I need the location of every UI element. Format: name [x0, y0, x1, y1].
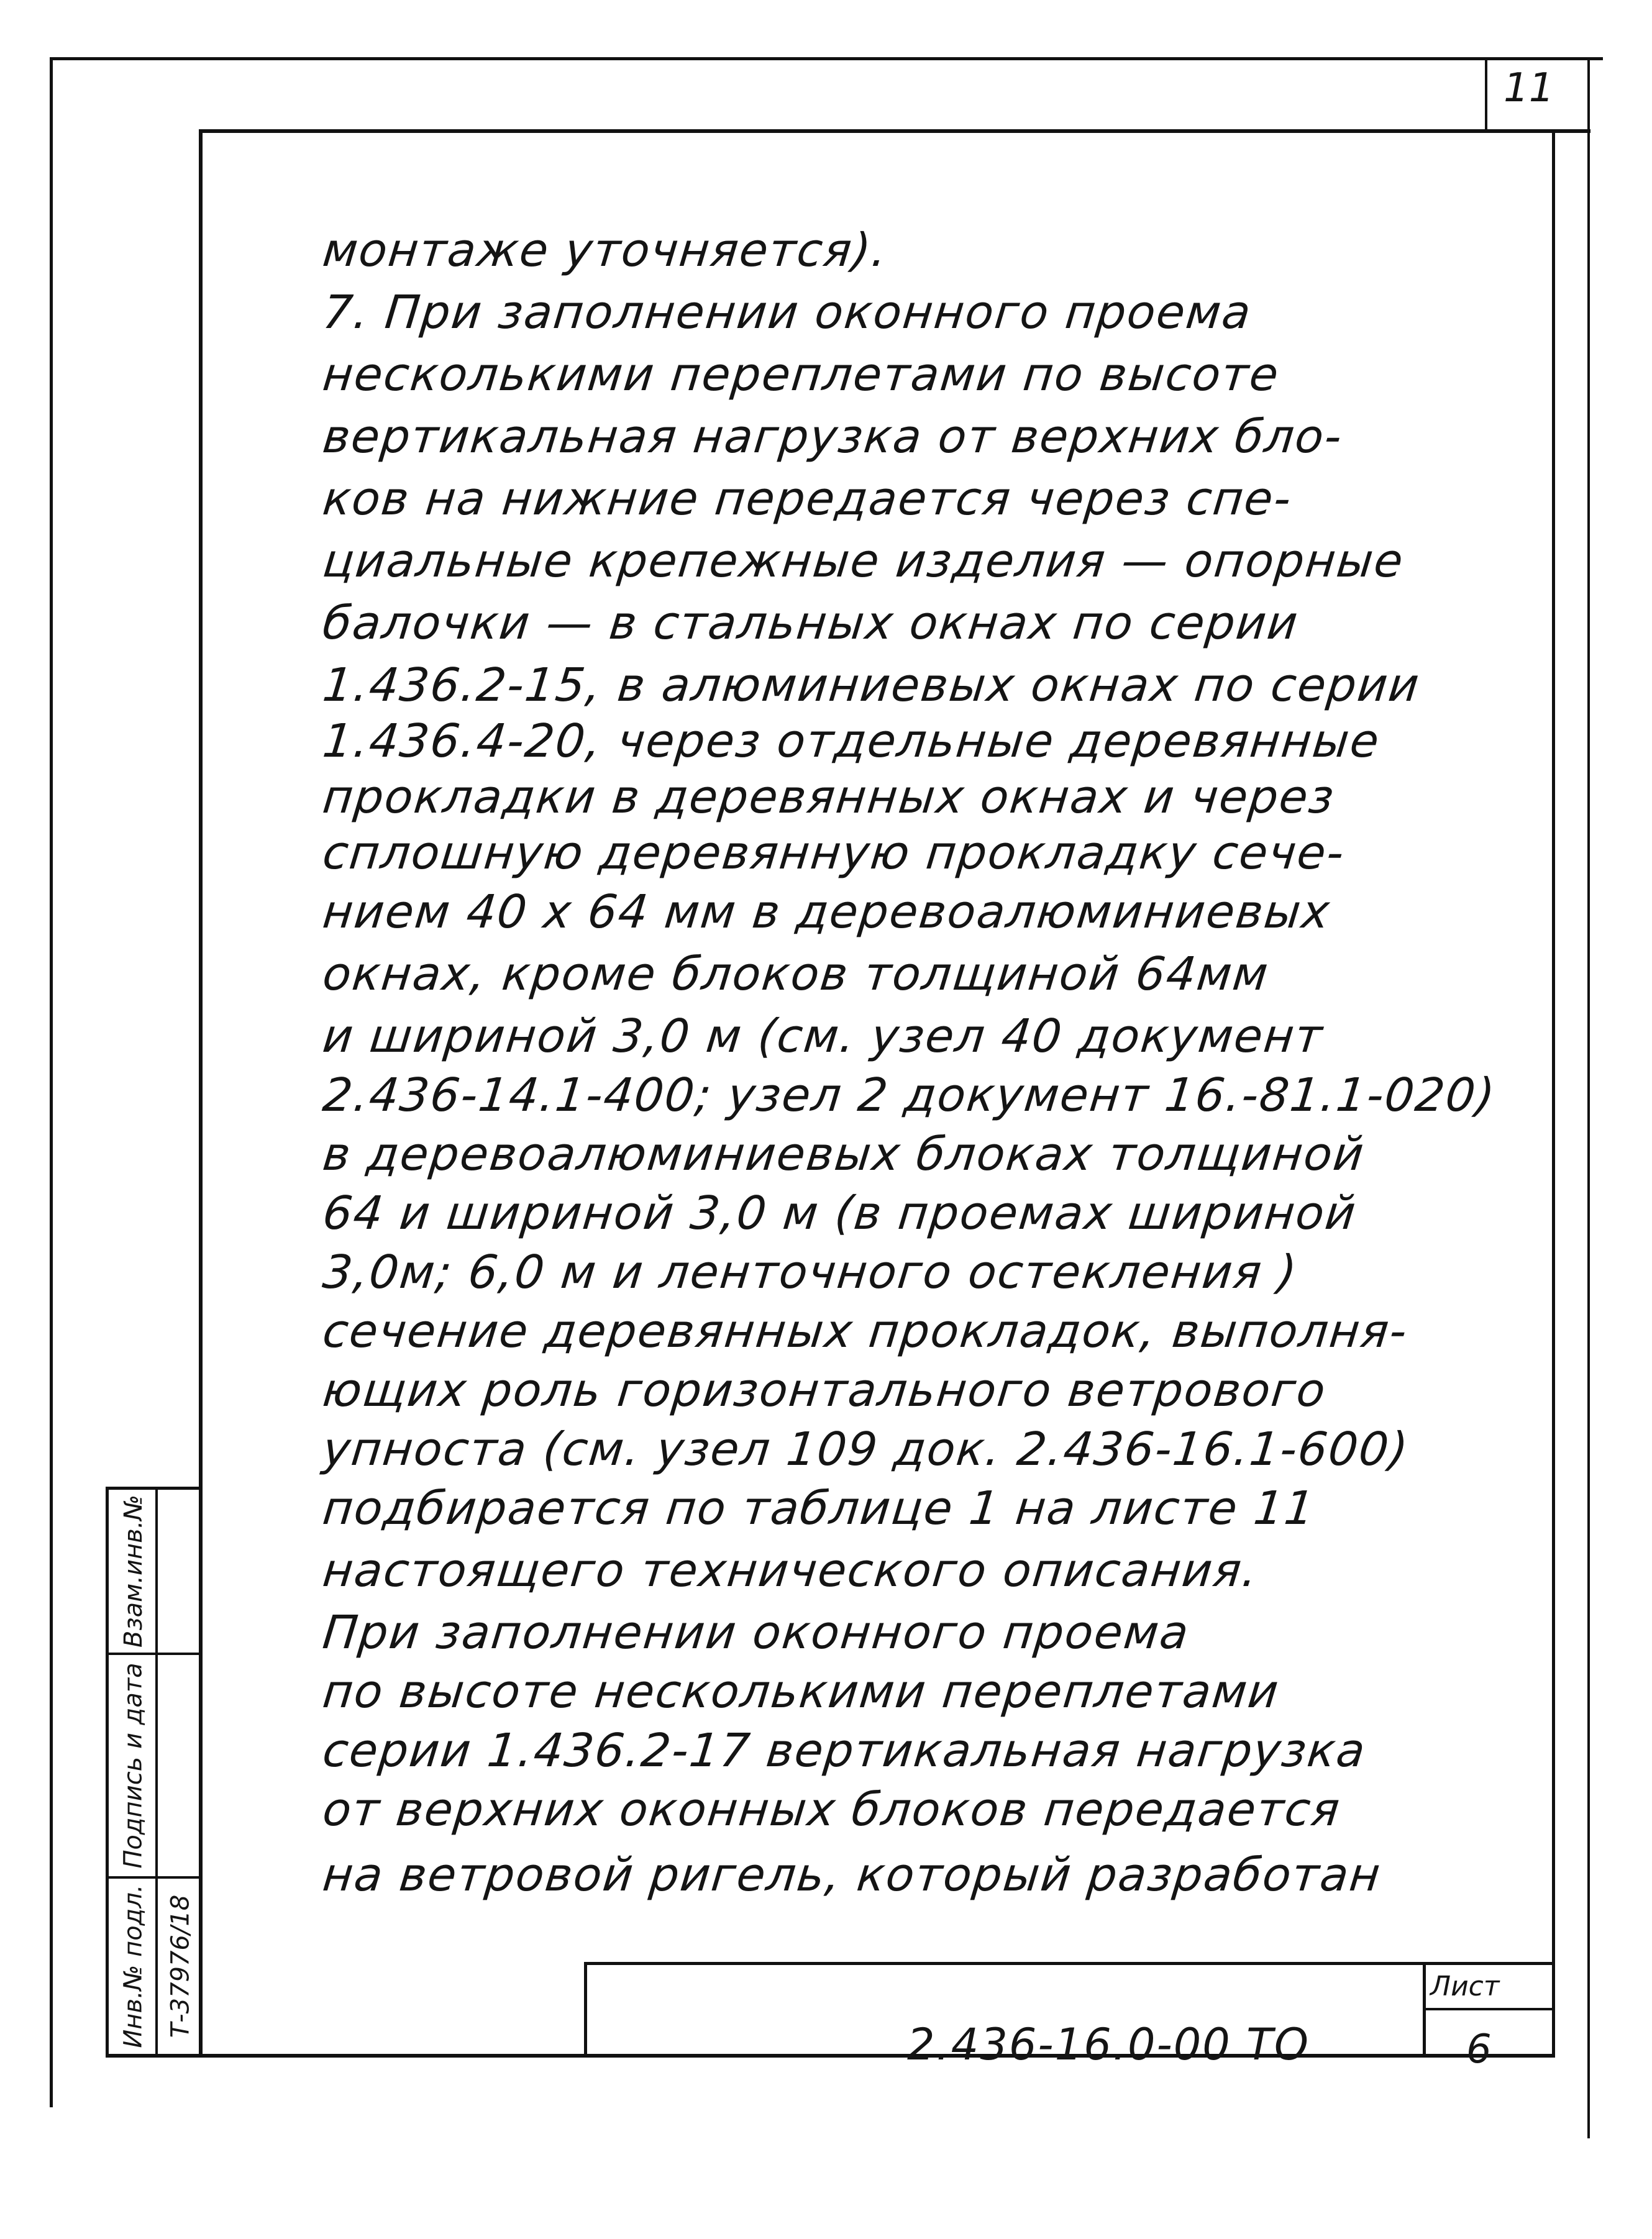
- inv-no-label: Инв.№ подл.: [119, 1884, 148, 2048]
- body-line: вертикальная нагрузка от верхних бло-: [320, 410, 1346, 463]
- body-line: несколькими переплетами по высоте: [320, 348, 1282, 401]
- title-block-left: [584, 1962, 587, 2055]
- body-line: 2.436-14.1-400; узел 2 документ 16.-81.1-020): [320, 1069, 1499, 1122]
- body-line: на ветровой ригель, который разработан: [320, 1848, 1384, 1902]
- body-line: от верхних оконных блоков передается: [320, 1783, 1343, 1836]
- sheet-number: 6: [1466, 2027, 1492, 2073]
- sheet-label: Лист: [1430, 1971, 1500, 2002]
- body-line: 64 и шириной 3,0 м (в проемах шириной: [320, 1187, 1359, 1240]
- body-line: балочки — в стальных окнах по серии: [320, 596, 1302, 650]
- outer-frame-top: [50, 57, 1603, 60]
- sheet-box-divider: [1423, 2008, 1553, 2010]
- body-line: циальные крепежные изделия — опорные: [320, 534, 1407, 588]
- page-number: 11: [1504, 65, 1554, 111]
- outer-frame-right: [1587, 57, 1590, 2138]
- inner-frame-bottom: [106, 2054, 1555, 2058]
- body-line: серии 1.436.2-17 вертикальная нагрузка: [320, 1724, 1369, 1777]
- body-line: в деревоалюминиевых блоках толщиной: [320, 1128, 1367, 1181]
- body-line: прокладки в деревянных окнах и через: [320, 770, 1338, 824]
- replace-inv-label: Взам.инв.№: [119, 1494, 148, 1648]
- inner-frame-left: [199, 129, 203, 2058]
- body-line: по высоте несколькими переплетами: [320, 1665, 1282, 1718]
- body-line: и шириной 3,0 м (см. узел 40 документ: [320, 1010, 1326, 1063]
- body-line: сплошную деревянную прокладку сече-: [320, 826, 1348, 880]
- body-line: При заполнении оконного проема: [320, 1606, 1192, 1659]
- body-line: ющих роль горизонтального ветрового: [320, 1364, 1330, 1417]
- body-line: монтаже уточняется).: [320, 224, 891, 277]
- body-line: 7. При заполнении оконного проема: [320, 286, 1254, 339]
- body-line: 1.436.4-20, через отдельные деревянные: [320, 714, 1383, 768]
- body-line: сечение деревянных прокладок, выполня-: [320, 1305, 1411, 1358]
- body-line: настоящего технического описания.: [320, 1544, 1261, 1597]
- body-line: 1.436.2-15, в алюминиевых окнах по серии: [320, 659, 1423, 712]
- signature-date-label: Подпись и дата: [119, 1662, 148, 1869]
- body-line: упноста (см. узел 109 док. 2.436-16.1-600): [320, 1423, 1412, 1476]
- body-line: подбирается по таблице 1 на листе 11: [320, 1482, 1318, 1535]
- body-line: нием 40 х 64 мм в деревоалюминиевых: [320, 885, 1333, 939]
- title-block-top: [584, 1962, 1553, 1965]
- inner-frame-right: [1552, 129, 1555, 2058]
- body-line: 3,0м; 6,0 м и ленточного остекления ): [320, 1246, 1300, 1299]
- outer-frame-left: [50, 57, 53, 2107]
- body-line: окнах, кроме блоков толщиной 64мм: [320, 947, 1272, 1001]
- page-number-box-left: [1485, 57, 1487, 130]
- document-code: 2.436-16.0-00 ТО: [907, 2019, 1310, 2070]
- inner-frame-top: [199, 129, 1590, 133]
- body-line: ков на нижние передается через спе-: [320, 472, 1295, 526]
- inv-no-value: Т-37976/18: [166, 1894, 194, 2038]
